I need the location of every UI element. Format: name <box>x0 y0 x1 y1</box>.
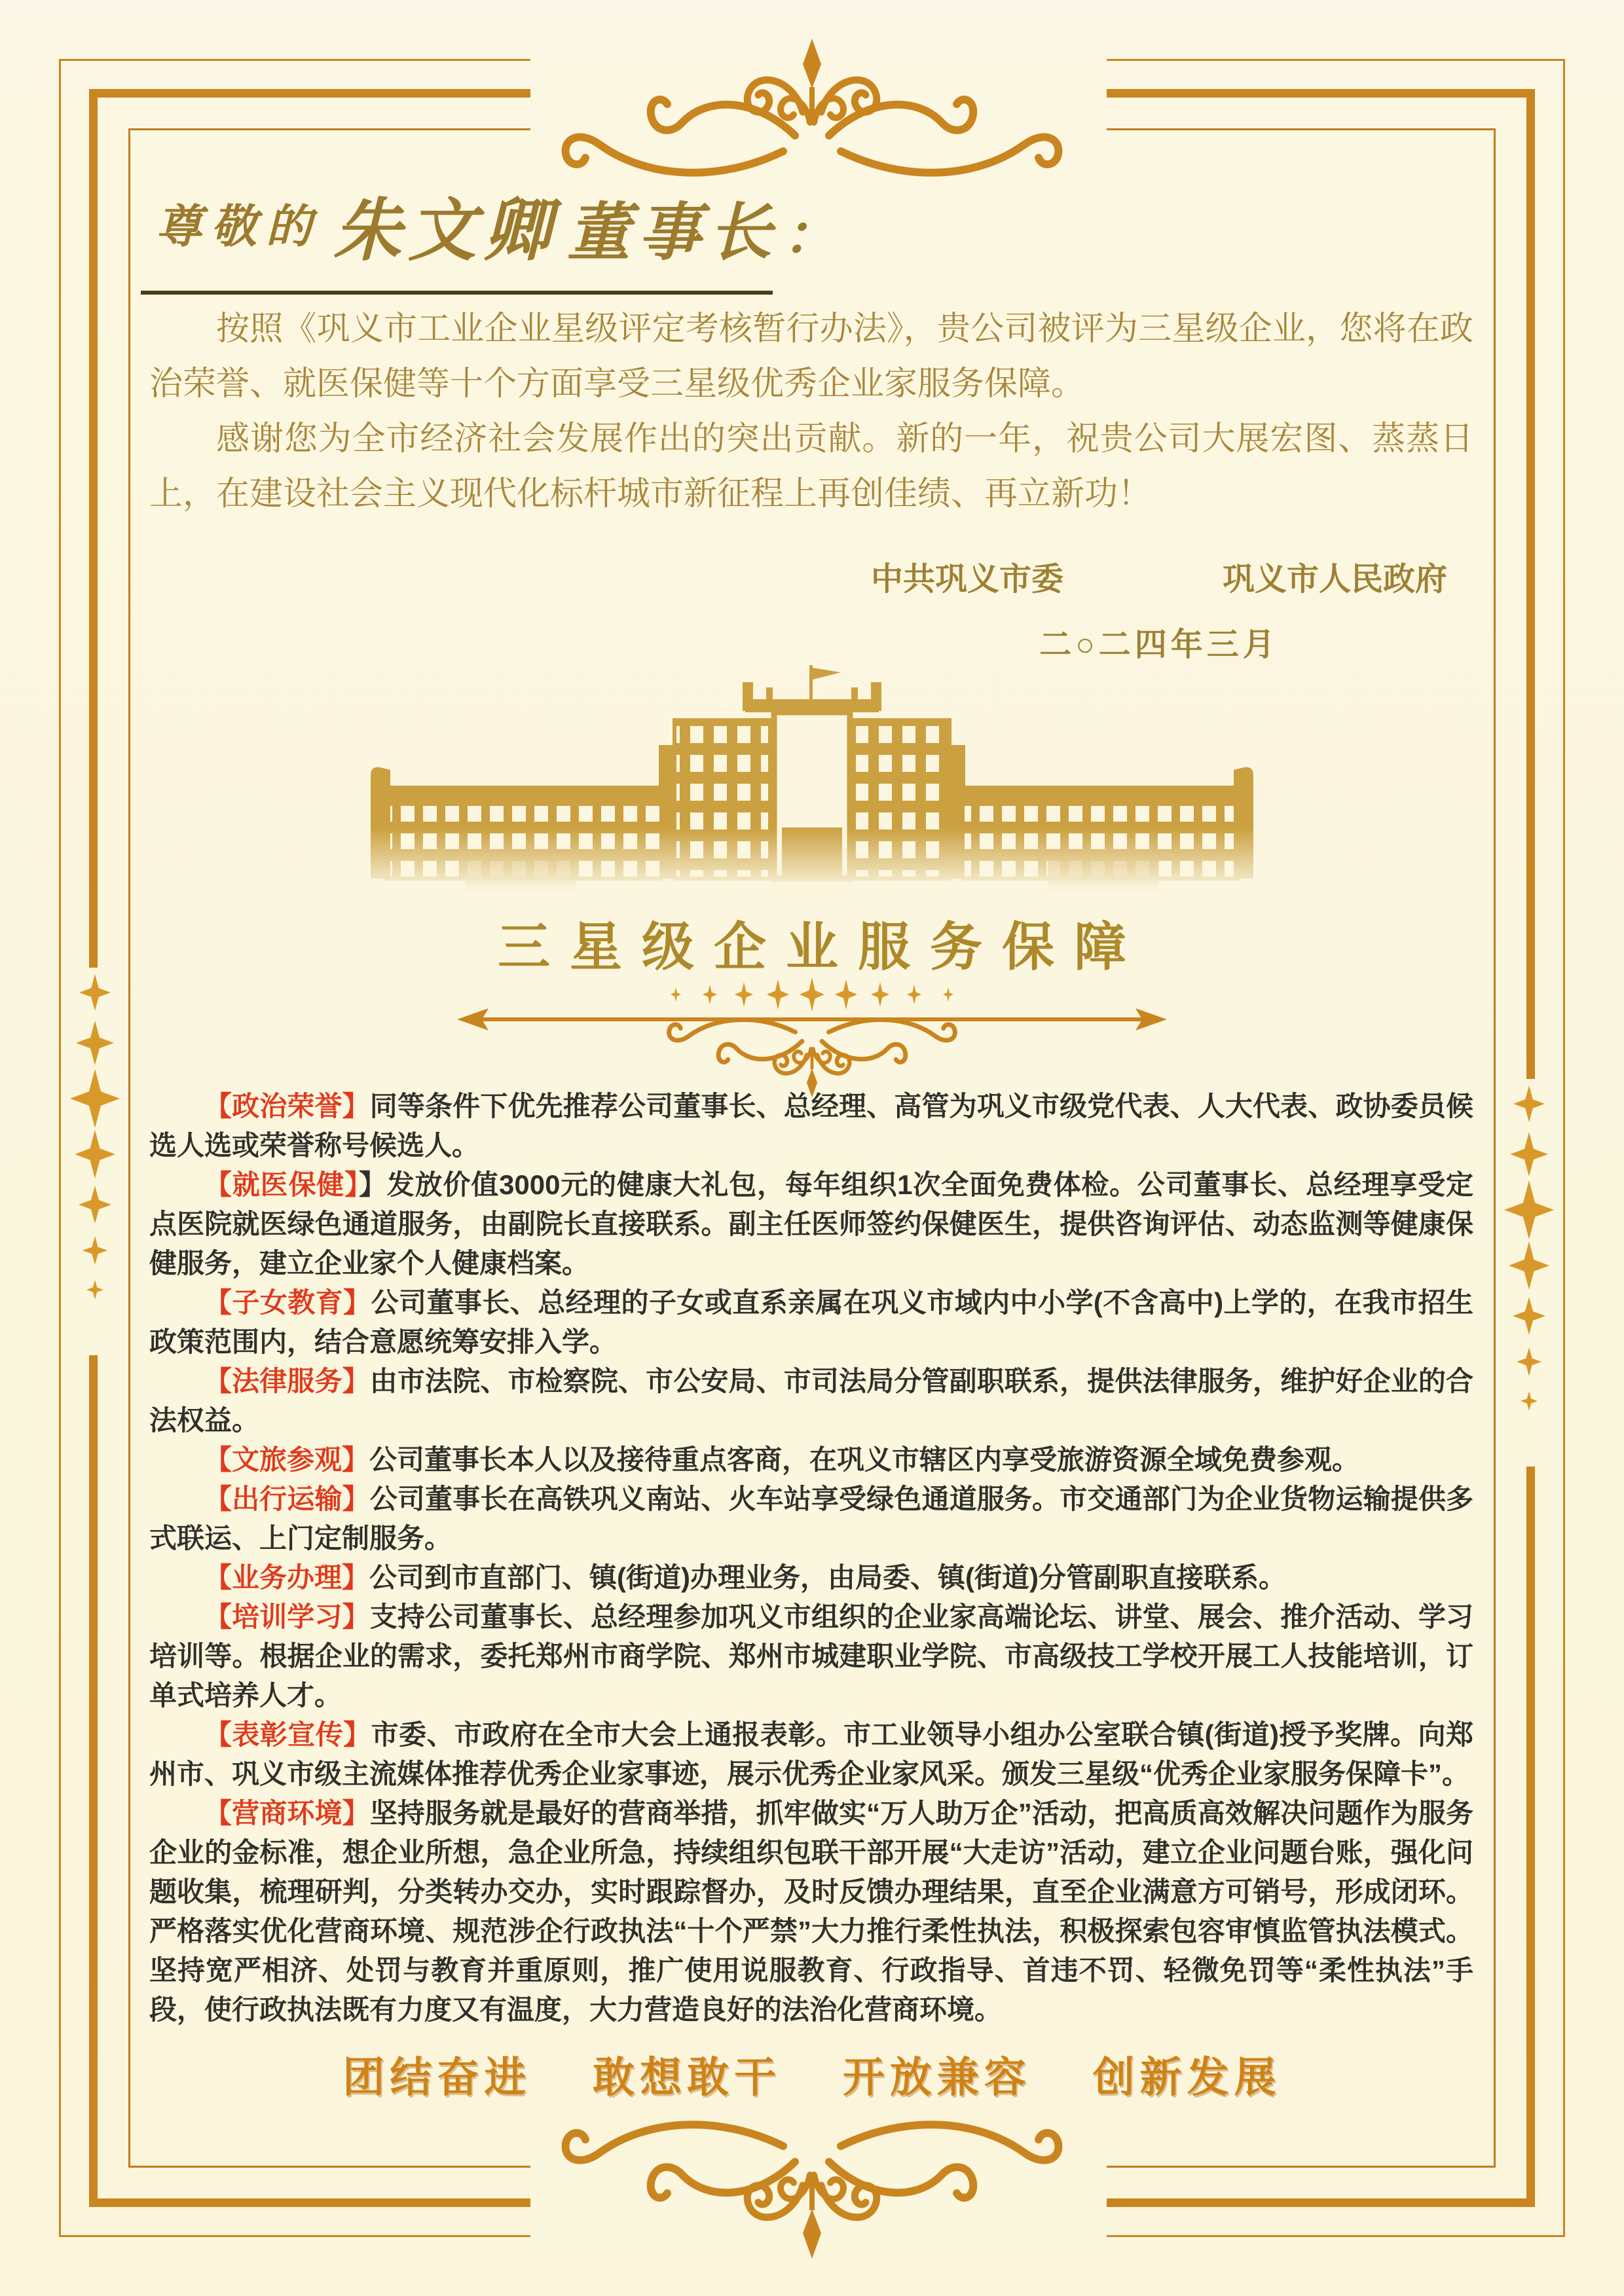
service-item <box>149 1440 1473 1480</box>
letter-paragraph: 按照《巩义市工业企业星级评定考核暂行办法》，贵公司被评为三星级企业，您将在政治荣誉、就医保健等十个方面享受三星级优秀企业家服务保障。 <box>149 310 1473 402</box>
service-text: 】发放价值3000元的健康大礼包，每年组织1次全面免费体检。公司董事长、总经理享受定点医院就医绿色通道服务，由副院长直接联系。副主任医师签约保健医生，提供咨询评估、动态监测等健康保健服务，建立企业家个人健康档案。 <box>149 1169 1473 1279</box>
service-text: 由市法院、市检察院、市公安局、市司法局分管副职联系，提供法律服务，维护好企业的合法权益。 <box>149 1366 1473 1436</box>
salutation-prefix: 尊敬的 <box>156 199 321 253</box>
right-border-diamond-column-icon <box>1508 1085 1550 1452</box>
signature-party: 中共巩义市委 <box>871 562 1064 597</box>
salutation-colon: ： <box>783 202 838 267</box>
service-text: 公司董事长本人以及接待重点客商，在巩义市辖区内享受旅游资源全域免费参观。 <box>369 1444 1360 1475</box>
service-label: 【表彰宣传】 <box>204 1719 371 1750</box>
services-list <box>149 1087 1473 2030</box>
letter-body <box>149 301 1473 521</box>
service-text: 公司董事长在高铁巩义南站、火车站享受绿色通道服务。市交通部门为企业货物运输提供多式联运、上门定制服务。 <box>149 1484 1473 1554</box>
government-building-illustration <box>308 663 1316 892</box>
service-text: 同等条件下优先推荐公司董事长、总经理、高管为巩义市级党代表、人大代表、政协委员候选人选或荣誉称号候选人。 <box>149 1091 1473 1161</box>
service-text: 市委、市政府在全市大会上通报表彰。市工业领导小组办公室联合镇(街道)授予奖牌。向郑州市、巩义市级主流媒体推荐优秀企业家事迹，展示优秀企业家风采。颁发三星级“优秀企业家服务保障卡”。 <box>149 1719 1473 1789</box>
service-text: 公司董事长、总经理的子女或直系亲属在巩义市域内中小学(不含高中)上学的，在我市招生政策范围内，结合意愿统筹安排入学。 <box>149 1287 1473 1357</box>
service-item <box>149 1087 1473 1165</box>
service-label: 【就医保健】 <box>204 1169 359 1200</box>
left-border-diamond-column-icon <box>74 974 116 1341</box>
service-item <box>149 1480 1473 1558</box>
service-item <box>149 1715 1473 1794</box>
letter-paragraph: 感谢您为全市经济社会发展作出的突出贡献。新的一年，祝贵公司大展宏图、蒸蒸日上，在建设社会主义现代化标杆城市新征程上再创佳绩、再立新功！ <box>149 420 1473 512</box>
service-item <box>149 1165 1473 1283</box>
signature-block <box>871 554 1447 665</box>
top-flourish-ornament-icon <box>557 21 1067 162</box>
service-label: 【政治荣誉】 <box>204 1091 370 1121</box>
salutation-underline <box>141 291 773 295</box>
service-item <box>149 1597 1473 1715</box>
service-label: 【培训学习】 <box>204 1601 370 1632</box>
divider-diamond-row <box>671 977 953 1011</box>
service-text: 支持公司董事长、总经理参加巩义市组织的企业家高端论坛、讲堂、展会、推介活动、学习培训等。根据企业的需求，委托郑州市商学院、郑州市城建职业学院、市高级技工学校开展工人技能培训，订单式培养人才。 <box>149 1601 1473 1711</box>
service-label: 【业务办理】 <box>204 1562 370 1593</box>
service-label: 【子女教育】 <box>204 1287 371 1318</box>
service-text: 公司到市直部门、镇(街道)办理业务，由局委、镇(街道)分管副职直接联系。 <box>369 1562 1286 1593</box>
service-text: 坚持服务就是最好的营商举措，抓牢做实“万人助万企”活动，把高质高效解决问题作为服务企业的金标准，想企业所想，急企业所急，持续组织包联干部开展“大走访”活动，建立企业问题台账，强化问题收集，梳理研判，分类转办交办，实时跟踪督办，及时反馈办理结果，直至企业满意方可销号，形成闭环。严格落实优化营商环境、规范涉企行政执法“十个严禁”大力推行柔性执法，积极探索包容审慎监管执法模式。坚持宽严相济、处罚与教育并重原则，推广使用说服教育、行政指导、首违不罚、轻微免罚等“柔性执法”手段，使行政执法既有力度又有温度，大力营造良好的法治化营商环境。 <box>149 1798 1473 2025</box>
slogan-word: 创新发展 <box>1092 2054 1282 2101</box>
service-label: 【营商环境】 <box>204 1798 370 1829</box>
slogan-word: 团结奋进 <box>342 2054 532 2101</box>
signature-row <box>871 554 1447 600</box>
salutation <box>156 175 1073 274</box>
service-item <box>149 1558 1473 1597</box>
recipient-title: 董事长 <box>567 195 780 269</box>
slogan-word: 敢想敢干 <box>593 2054 782 2101</box>
slogan-word: 开放兼容 <box>842 2054 1031 2101</box>
recipient-name: 朱文卿 <box>333 190 558 270</box>
service-label: 【文旅参观】 <box>204 1444 370 1475</box>
bottom-flourish-ornament-icon <box>557 2136 1067 2276</box>
page-title: 三星级企业服务保障 <box>498 916 1146 977</box>
signature-government: 巩义市人民政府 <box>1222 562 1447 597</box>
service-item <box>149 1794 1473 2030</box>
service-label: 【法律服务】 <box>204 1366 370 1396</box>
service-label: 【出行运输】 <box>204 1484 370 1514</box>
service-item <box>149 1362 1473 1440</box>
footer-slogan <box>0 2044 1624 2104</box>
letter-date: 二○二四年三月 <box>1039 627 1279 663</box>
service-item <box>149 1283 1473 1362</box>
